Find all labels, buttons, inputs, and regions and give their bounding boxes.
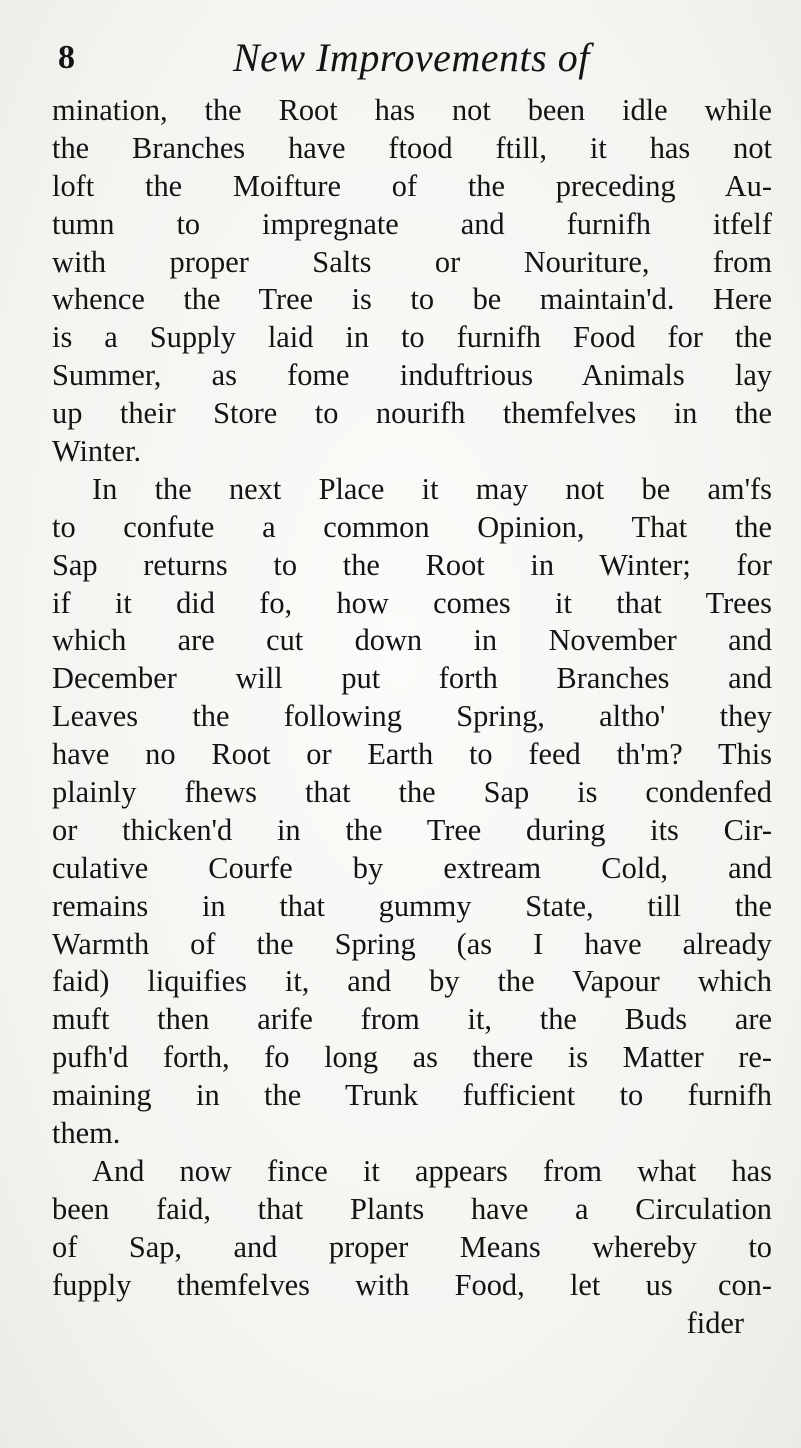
text-line: muft then arife from it, the Buds are — [52, 1002, 772, 1037]
body-text — [52, 92, 772, 1342]
text-line: And now fince it appears from what has — [92, 1153, 772, 1188]
text-line: to confute a common Opinion, That the — [52, 509, 772, 544]
page-header — [58, 35, 758, 80]
text-line: whence the Tree is to be maintain'd. Here — [52, 282, 772, 317]
text-line: loft the Moifture of the preceding Au- — [52, 168, 772, 203]
text-line: Sap returns to the Root in Winter; for — [52, 547, 772, 582]
text-line: December will put forth Branches and — [52, 661, 772, 696]
text-line: Winter. — [52, 434, 142, 469]
running-head: New Improvements of — [233, 35, 590, 80]
text-line: the Branches have ftood ftill, it has not — [52, 130, 772, 165]
text-line: faid) liquifies it, and by the Vapour which — [52, 964, 772, 999]
text-line: maining in the Trunk fufficient to furnifh — [52, 1078, 772, 1113]
text-line: up their Store to nourifh themfelves in the — [52, 396, 772, 431]
text-line: of Sap, and proper Means whereby to — [52, 1229, 772, 1264]
text-line: which are cut down in November and — [52, 623, 772, 658]
text-line: pufh'd forth, fo long as there is Matter re- — [52, 1040, 772, 1075]
text-line: tumn to impregnate and furnifh itfelf — [52, 206, 772, 241]
page-number: 8 — [58, 39, 75, 76]
text-line: fupply themfelves with Food, let us con- — [52, 1267, 772, 1302]
text-line: In the next Place it may not be am'fs — [92, 471, 772, 506]
catchword: fider — [686, 1305, 744, 1340]
text-line: is a Supply laid in to furnifh Food for the — [52, 320, 772, 355]
text-line: mination, the Root has not been idle while — [52, 93, 772, 127]
text-line: culative Courfe by extream Cold, and — [52, 850, 772, 885]
text-line: Leaves the following Spring, altho' they — [52, 699, 772, 734]
text-line: Summer, as fome induftrious Animals lay — [52, 358, 772, 393]
text-line: Warmth of the Spring (as I have already — [52, 926, 772, 961]
text-line: plainly fhews that the Sap is condenfed — [52, 775, 772, 810]
text-line: remains in that gummy State, till the — [52, 888, 772, 923]
text-line: with proper Salts or Nouriture, from — [52, 244, 772, 279]
text-line: have no Root or Earth to feed th'm? This — [52, 737, 772, 772]
text-line: been faid, that Plants have a Circulation — [52, 1191, 772, 1226]
text-line: if it did fo, how comes it that Trees — [52, 585, 772, 620]
text-line: them. — [52, 1116, 121, 1151]
text-line: or thicken'd in the Tree during its Cir- — [52, 812, 772, 847]
